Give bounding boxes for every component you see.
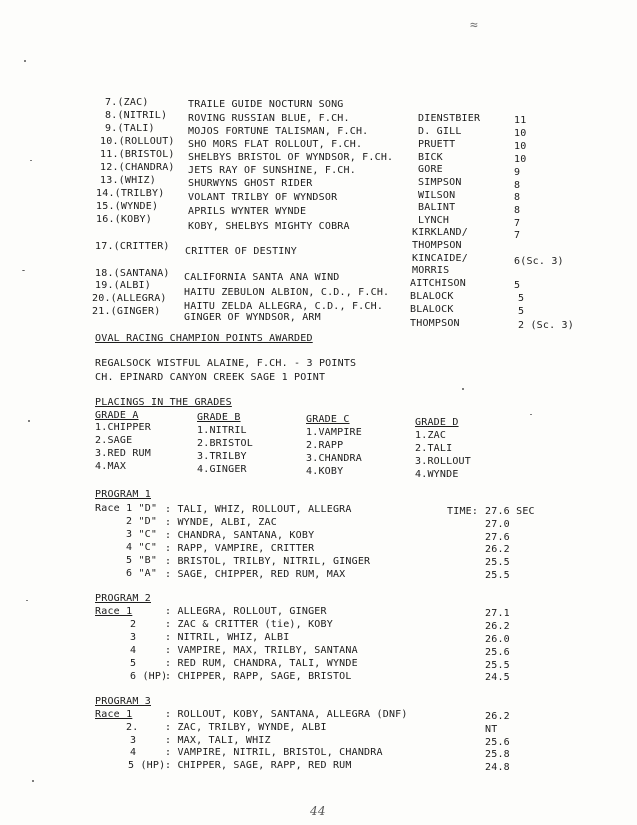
- entry-owner: BALINT: [418, 202, 456, 213]
- entry-points: 9: [514, 167, 521, 178]
- entry-owner: GORE: [418, 164, 443, 175]
- entry-number: 8.(NITRIL): [105, 110, 168, 121]
- grade-title: GRADE B: [197, 412, 241, 423]
- race-time: NT: [485, 724, 498, 735]
- entry-dog-name: KOBY, SHELBYS MIGHTY COBRA: [188, 221, 350, 232]
- race-label: 6 "A": [126, 568, 158, 579]
- entry-dog-name: MOJOS FORTUNE TALISMAN, F.CH.: [188, 126, 369, 137]
- entry-number: 10.(ROLLOUT): [100, 136, 175, 147]
- race-label: 6 (HP): [130, 671, 168, 682]
- grade-item: 1.ZAC: [415, 430, 447, 441]
- scan-speck: [30, 160, 32, 161]
- grade-item: 3.TRILBY: [197, 451, 247, 462]
- entry-owner: BLALOCK: [410, 304, 454, 315]
- program-title: PROGRAM 3: [95, 696, 151, 707]
- grade-item: 1.VAMPIRE: [306, 427, 362, 438]
- race-label: 4 "C": [126, 542, 158, 553]
- race-time: 27.6 SEC: [485, 506, 535, 517]
- grade-item: 1.CHIPPER: [95, 422, 151, 433]
- race-time: 26.0: [485, 634, 510, 645]
- oval-heading: OVAL RACING CHAMPION POINTS AWARDED: [95, 333, 313, 344]
- entry-points: 7: [514, 218, 521, 229]
- race-dogs: : CHIPPER, SAGE, RAPP, RED RUM: [165, 760, 352, 771]
- grade-item: 2.RAPP: [306, 440, 344, 451]
- race-dogs: : TALI, WHIZ, ROLLOUT, ALLEGRA: [165, 504, 352, 515]
- entry-owner: AITCHISON: [410, 278, 466, 289]
- entry-owner: THOMPSON: [412, 240, 462, 251]
- race-dogs: : RAPP, VAMPIRE, CRITTER: [165, 543, 315, 554]
- oval-line: CH. EPINARD CANYON CREEK SAGE 1 POINT: [95, 372, 326, 383]
- race-dogs: : CHIPPER, RAPP, SAGE, BRISTOL: [165, 671, 352, 682]
- entry-owner: THOMPSON: [410, 318, 460, 329]
- entry-dog-name: SHELBYS BRISTOL OF WYNDSOR, F.CH.: [188, 152, 394, 163]
- race-time: 27.0: [485, 519, 510, 530]
- grade-item: 3.CHANDRA: [306, 453, 362, 464]
- race-time: 26.2: [485, 544, 510, 555]
- entry-dog-name: APRILS WYNTER WYNDE: [188, 206, 307, 217]
- scan-speck: [32, 780, 34, 782]
- entry-dog-name: HAITU ZEBULON ALBION, C.D., F.CH.: [184, 287, 390, 298]
- grade-item: 3.RED RUM: [95, 448, 151, 459]
- entry-dog-name: CRITTER OF DESTINY: [185, 246, 297, 257]
- race-time: 26.2: [485, 621, 510, 632]
- race-label: 2 "D": [126, 516, 158, 527]
- program-title: PROGRAM 1: [95, 489, 151, 500]
- grade-item: 4.WYNDE: [415, 469, 459, 480]
- race-time: 27.1: [485, 608, 510, 619]
- entry-dog-name: GINGER OF WYNDSOR, ARM: [184, 312, 321, 323]
- grade-item: 4.MAX: [95, 461, 127, 472]
- entry-owner: PRUETT: [418, 139, 456, 150]
- grade-title: GRADE A: [95, 410, 139, 421]
- entry-number: 7.(ZAC): [105, 97, 149, 108]
- entry-owner: MORRIS: [412, 265, 450, 276]
- entry-owner: BICK: [418, 152, 443, 163]
- race-dogs: : SAGE, CHIPPER, RED RUM, MAX: [165, 569, 346, 580]
- scan-speck: [530, 414, 532, 415]
- entry-points: 5: [518, 293, 525, 304]
- entry-dog-name: HAITU ZELDA ALLEGRA, C.D., F.CH.: [184, 301, 384, 312]
- entry-number: 18.(SANTANA): [95, 268, 170, 279]
- race-label: Race 1: [95, 709, 133, 720]
- grade-item: 2.BRISTOL: [197, 438, 253, 449]
- entry-points: 10: [514, 128, 527, 139]
- race-label: 3: [130, 632, 137, 643]
- grade-title: GRADE C: [306, 414, 350, 425]
- entry-number: 9.(TALI): [105, 123, 155, 134]
- race-dogs: : MAX, TALI, WHIZ: [165, 735, 271, 746]
- race-label: Race 1 "D": [95, 503, 158, 514]
- entry-dog-name: ROVING RUSSIAN BLUE, F.CH.: [188, 113, 350, 124]
- entry-dog-name: VOLANT TRILBY OF WYNDSOR: [188, 192, 338, 203]
- entry-owner: SIMPSON: [418, 177, 462, 188]
- entry-number: 16.(KOBY): [96, 214, 152, 225]
- entry-number: 12.(CHANDRA): [100, 162, 175, 173]
- entry-owner: BLALOCK: [410, 291, 454, 302]
- oval-line: REGALSOCK WISTFUL ALAINE, F.CH. - 3 POINTS: [95, 358, 357, 369]
- entry-points: 10: [514, 154, 527, 165]
- race-dogs: : ZAC & CRITTER (tie), KOBY: [165, 619, 333, 630]
- grade-item: 2.TALI: [415, 443, 453, 454]
- entry-dog-name: SHURWYNS GHOST RIDER: [188, 178, 313, 189]
- race-label: 4: [130, 645, 137, 656]
- page-number: 44: [310, 804, 326, 818]
- entry-owner: WILSON: [418, 190, 456, 201]
- entry-number: 14.(TRILBY): [96, 188, 165, 199]
- race-label: 4: [130, 747, 137, 758]
- placings-heading: PLACINGS IN THE GRADES: [95, 397, 232, 408]
- grade-item: 4.KOBY: [306, 466, 344, 477]
- time-label: TIME:: [447, 506, 479, 517]
- entry-points: 2 (Sc. 3): [518, 320, 574, 331]
- race-time: 25.5: [485, 660, 510, 671]
- corner-mark: ≈: [470, 18, 479, 33]
- entry-number: 15.(WYNDE): [96, 201, 159, 212]
- scan-speck: [22, 270, 25, 271]
- entry-points: 8: [514, 192, 521, 203]
- race-label: 3 "C": [126, 529, 158, 540]
- entry-number: 19.(ALBI): [95, 280, 151, 291]
- entry-points: 6(Sc. 3): [514, 256, 564, 267]
- race-dogs: : ZAC, TRILBY, WYNDE, ALBI: [165, 722, 327, 733]
- race-dogs: : VAMPIRE, NITRIL, BRISTOL, CHANDRA: [165, 747, 383, 758]
- entry-points: 10: [514, 141, 527, 152]
- race-label: 2: [130, 619, 137, 630]
- race-time: 25.5: [485, 557, 510, 568]
- entry-points: 11: [514, 115, 527, 126]
- race-label: Race 1: [95, 606, 133, 617]
- scan-speck: [26, 600, 28, 601]
- scan-speck: [28, 420, 30, 422]
- entry-points: 5: [514, 280, 521, 291]
- race-time: 25.6: [485, 737, 510, 748]
- entry-dog-name: JETS RAY OF SUNSHINE, F.CH.: [188, 165, 356, 176]
- entry-number: 20.(ALLEGRA): [92, 293, 167, 304]
- grade-title: GRADE D: [415, 417, 459, 428]
- race-time: 24.5: [485, 672, 510, 683]
- scan-speck: [24, 60, 26, 62]
- entry-owner: D. GILL: [418, 126, 462, 137]
- entry-owner: KINCAIDE/: [412, 253, 468, 264]
- race-label: 5: [130, 658, 137, 669]
- entry-number: 21.(GINGER): [92, 306, 161, 317]
- race-time: 27.6: [485, 532, 510, 543]
- race-dogs: : NITRIL, WHIZ, ALBI: [165, 632, 290, 643]
- entry-dog-name: TRAILE GUIDE NOCTURN SONG: [188, 99, 344, 110]
- race-dogs: : RED RUM, CHANDRA, TALI, WYNDE: [165, 658, 358, 669]
- scan-speck: [462, 388, 464, 390]
- entry-points: 5: [518, 306, 525, 317]
- entry-number: 13.(WHIZ): [100, 175, 156, 186]
- entry-owner: LYNCH: [418, 215, 450, 226]
- entry-points: 8: [514, 180, 521, 191]
- grade-item: 2.SAGE: [95, 435, 133, 446]
- race-time: 24.8: [485, 762, 510, 773]
- grade-item: 4.GINGER: [197, 464, 247, 475]
- entry-number: 17.(CRITTER): [95, 241, 170, 252]
- race-dogs: : BRISTOL, TRILBY, NITRIL, GINGER: [165, 556, 371, 567]
- program-title: PROGRAM 2: [95, 593, 151, 604]
- entry-dog-name: SHO MORS FLAT ROLLOUT, F.CH.: [188, 139, 363, 150]
- entry-points: 8: [514, 205, 521, 216]
- race-time: 25.8: [485, 749, 510, 760]
- grade-item: 3.ROLLOUT: [415, 456, 471, 467]
- race-label: 5 "B": [126, 555, 158, 566]
- race-time: 26.2: [485, 711, 510, 722]
- race-dogs: : CHANDRA, SANTANA, KOBY: [165, 530, 315, 541]
- entry-dog-name: CALIFORNIA SANTA ANA WIND: [184, 272, 340, 283]
- race-dogs: : VAMPIRE, MAX, TRILBY, SANTANA: [165, 645, 358, 656]
- race-time: 25.6: [485, 647, 510, 658]
- race-label: 3: [130, 735, 137, 746]
- race-dogs: : ROLLOUT, KOBY, SANTANA, ALLEGRA (DNF): [165, 709, 408, 720]
- race-time: 25.5: [485, 570, 510, 581]
- entry-points: 7: [514, 230, 521, 241]
- entry-owner: KIRKLAND/: [412, 227, 468, 238]
- race-dogs: : ALLEGRA, ROLLOUT, GINGER: [165, 606, 327, 617]
- grade-item: 1.NITRIL: [197, 425, 247, 436]
- race-label: 5 (HP): [128, 760, 166, 771]
- entry-owner: DIENSTBIER: [418, 113, 481, 124]
- race-label: 2.: [126, 722, 139, 733]
- entry-number: 11.(BRISTOL): [100, 149, 175, 160]
- race-dogs: : WYNDE, ALBI, ZAC: [165, 517, 277, 528]
